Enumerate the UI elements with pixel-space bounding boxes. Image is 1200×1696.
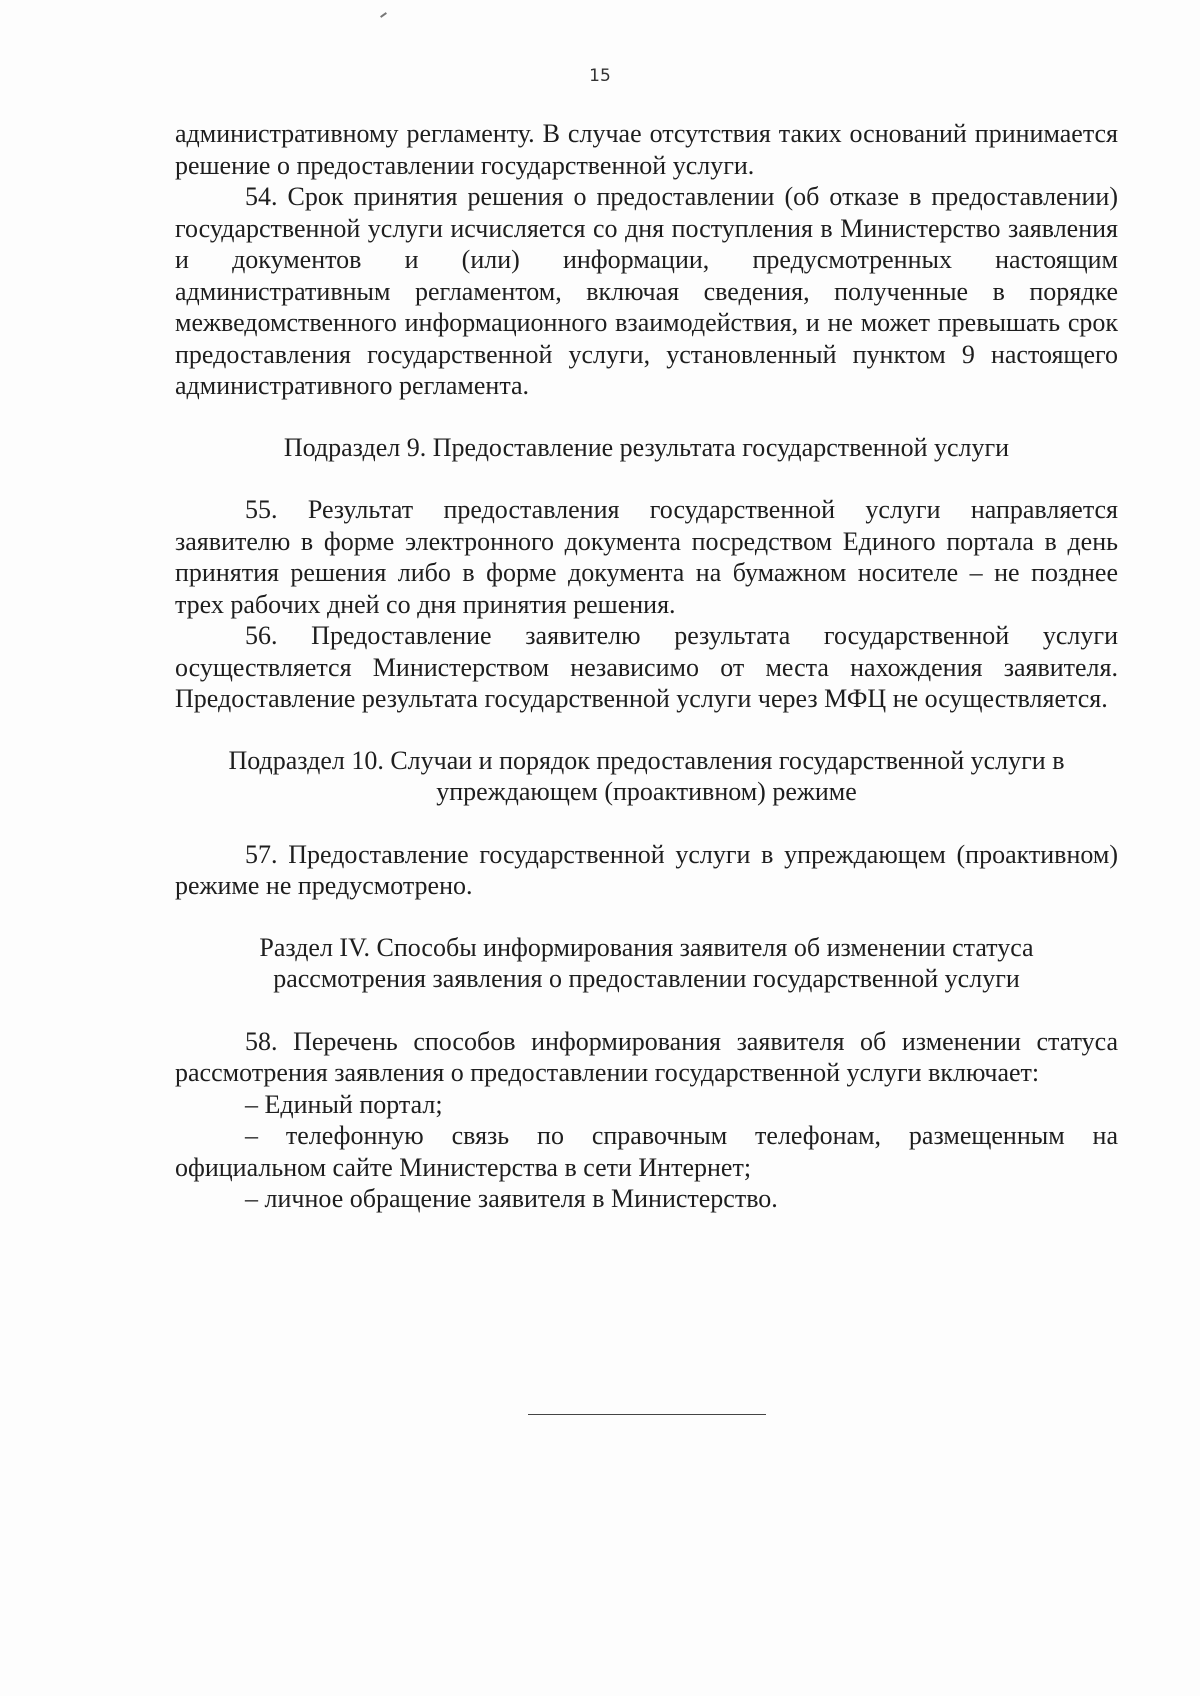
paragraph-55: 55. Результат предоставления государственной услуги направляется заявителю в форме электронного документа посредством Единого портала в день принятия решения либо в форме документа на бумажном носителе – не позднее трех рабочих дней со дня принятия решения.	[175, 495, 1118, 619]
paragraph-57: 57. Предоставление государственной услуги в упреждающем (проактивном) режиме не предусмотрено.	[175, 839, 1118, 900]
heading-section-iv	[175, 932, 1118, 995]
list-item-personal-visit: – личное обращение заявителя в Министерство.	[245, 1184, 778, 1213]
list-item-telephone: – телефонную связь по справочным телефонам, размещенным на официальном сайте Министерства в сети Интернет;	[175, 1121, 1118, 1182]
heading-subsection-10-line-1: Подраздел 10. Случаи и порядок предоставления государственной услуги в	[228, 745, 1065, 775]
heading-section-iv-line-1: Раздел IV. Способы информирования заявителя об изменении статуса	[259, 932, 1034, 962]
paragraph-56: 56. Предоставление заявителю результата государственной услуги осуществляется Министерством независимо от места нахождения заявителя. Предоставление результата государственной услуги через МФЦ не осуществляется.	[175, 621, 1118, 713]
end-of-document-line	[528, 1414, 766, 1415]
page-number: 15	[589, 66, 611, 86]
paragraph-54: 54. Срок принятия решения о предоставлении (об отказе в предоставлении) государственной услуги исчисляется со дня поступления в Министерство заявления и документов и (или) информации, предусмотренных настоящим административным регламентом, включая сведения, полученные в порядке межведомственного информационного взаимодействия, и не может превышать срок предоставления государственной услуги, установленный пунктом 9 настоящего административного регламента.	[175, 182, 1118, 400]
heading-subsection-10	[175, 745, 1118, 808]
paragraph-continuation: административному регламенту. В случае отсутствия таких оснований принимается решение о предоставлении государственной услуги.	[175, 119, 1118, 180]
paragraph-58: 58. Перечень способов информирования заявителя об изменении статуса рассмотрения заявления о предоставлении государственной услуги включает:	[175, 1026, 1118, 1087]
heading-subsection-10-line-2: упреждающем (проактивном) режиме	[436, 777, 857, 806]
list-item-portal: – Единый портал;	[245, 1089, 443, 1119]
document-body	[175, 118, 1118, 1215]
heading-subsection-9: Подраздел 9. Предоставление результата государственной услуги	[283, 432, 1010, 462]
heading-section-iv-line-2: рассмотрения заявления о предоставлении государственной услуги	[273, 964, 1020, 993]
scan-artifact-mark	[380, 12, 387, 18]
